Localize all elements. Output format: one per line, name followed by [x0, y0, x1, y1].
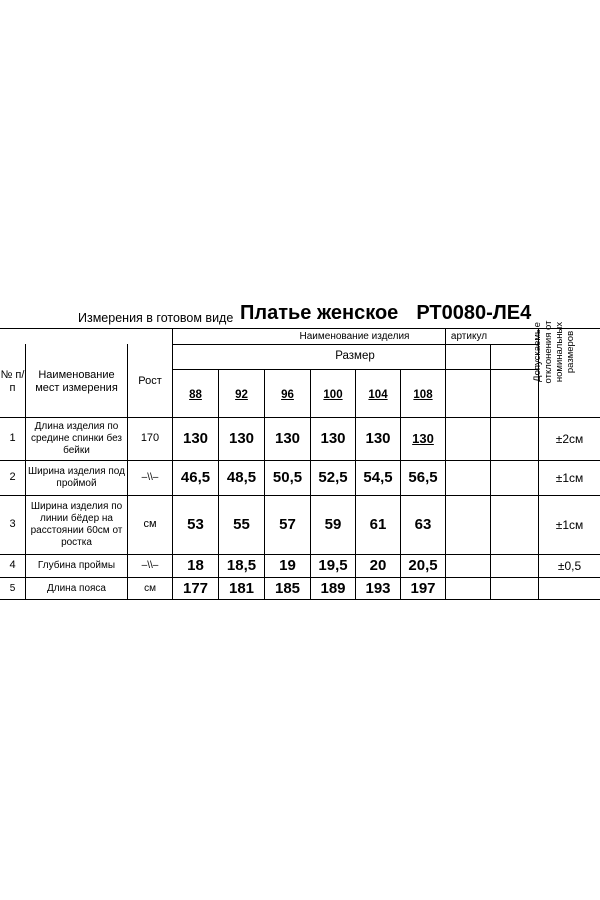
- row-value: 130: [365, 430, 391, 447]
- row-tolerance: ±1см: [555, 517, 584, 532]
- row-value: 48,5: [226, 469, 257, 486]
- row-value: 52,5: [318, 469, 348, 486]
- row-value: 130: [228, 430, 255, 447]
- row-value: 20,5: [408, 557, 438, 574]
- row-no: 5: [9, 582, 16, 594]
- row-value: 181: [228, 579, 255, 597]
- row-height: см: [144, 582, 156, 594]
- row-value: 18: [187, 557, 204, 574]
- row-value: 55: [233, 516, 250, 533]
- row-value: 63: [414, 516, 432, 533]
- row-value: 54,5: [363, 469, 393, 486]
- row-value: 193: [365, 579, 391, 597]
- row-name: Глубина проймы: [37, 560, 116, 571]
- product-name: Платье женское: [240, 302, 399, 324]
- row-value: 18,5: [226, 557, 257, 574]
- row-value: 53: [187, 516, 204, 533]
- row-value: 61: [369, 516, 387, 533]
- row-name: Ширина изделия под проймой: [28, 466, 125, 489]
- row-tolerance: ±0,5: [557, 558, 582, 573]
- row-no: 1: [9, 432, 16, 445]
- row-value: 177: [182, 579, 209, 597]
- row-value: 57: [279, 516, 296, 533]
- measurements-caption: Измерения в готовом виде: [78, 311, 234, 325]
- row-value: 19: [279, 557, 296, 574]
- size-header: 104: [368, 389, 388, 402]
- row-value: 59: [324, 516, 342, 533]
- row-value: 130: [274, 430, 301, 447]
- label-article: артикул: [450, 331, 488, 342]
- row-tolerance: ±2см: [555, 431, 584, 446]
- row-value: 185: [274, 579, 301, 597]
- header-no: № п/п: [0, 368, 25, 394]
- row-no: 3: [9, 518, 16, 531]
- size-header: 96: [281, 389, 294, 402]
- row-tolerance: [539, 578, 600, 599]
- size-header: 100: [323, 389, 343, 402]
- row-value: 189: [320, 579, 346, 597]
- row-value: 130: [320, 430, 346, 447]
- header-height: Рост: [138, 375, 162, 388]
- header-place: Наименование мест измерения: [35, 368, 118, 394]
- size-header: 108: [413, 389, 433, 402]
- product-title: [240, 302, 531, 325]
- row-name: Длина пояса: [46, 582, 106, 594]
- row-value: 46,5: [180, 469, 211, 486]
- row-value: 19,5: [318, 557, 348, 574]
- label-product-name: Наименование изделия: [299, 331, 410, 342]
- row-value: 130: [412, 431, 434, 447]
- row-height: см: [143, 518, 157, 531]
- row-name: Длина изделия по средине спинки без бейки: [31, 421, 122, 456]
- header-size: Размер: [335, 350, 375, 363]
- size-header: 92: [235, 389, 248, 402]
- row-no: 4: [9, 559, 16, 572]
- row-name: Ширина изделия по линии бёдер на расстоянии 60см от ростка: [30, 501, 123, 548]
- size-header: 88: [189, 389, 202, 402]
- row-value: 56,5: [408, 469, 438, 486]
- row-no: 2: [9, 471, 16, 484]
- row-tolerance: ±1см: [555, 470, 584, 485]
- row-value: 20: [369, 557, 387, 574]
- product-article: РТ0080-ЛЕ4: [416, 302, 532, 324]
- row-value: 50,5: [272, 469, 303, 486]
- row-value: 130: [182, 430, 209, 447]
- row-value: 197: [410, 579, 436, 597]
- row-height: 170: [140, 432, 160, 445]
- row-height: –\\–: [141, 472, 159, 483]
- row-height: –\\–: [141, 560, 159, 571]
